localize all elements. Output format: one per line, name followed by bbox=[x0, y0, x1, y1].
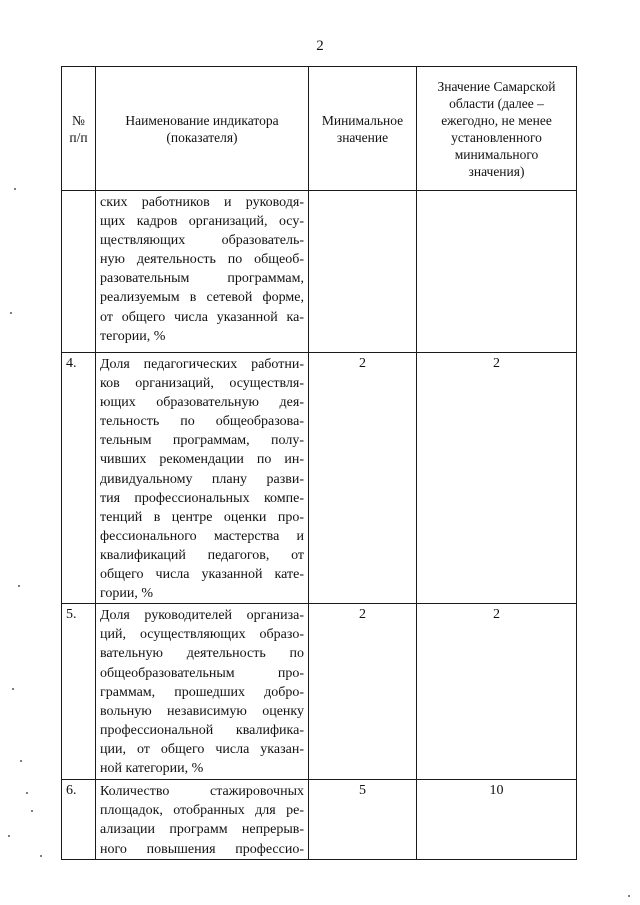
text-line: ществляющих образователь- bbox=[100, 233, 304, 249]
row-4-num: 4. bbox=[62, 353, 96, 604]
text-line: ций, осуществляющих образо- bbox=[100, 627, 304, 643]
page-number: 2 bbox=[316, 38, 324, 54]
scan-speck bbox=[26, 792, 28, 794]
row-4-name bbox=[96, 353, 309, 604]
text-line: ции, от общего числа указан- bbox=[100, 741, 304, 757]
text-line: тия профессиональных компе- bbox=[100, 490, 304, 506]
text-line: дивидуальному плану разви- bbox=[100, 471, 304, 487]
text-line: реализуемым в сетевой форме, bbox=[100, 290, 304, 306]
text-line: гории, % bbox=[100, 586, 154, 602]
text-line: ских работников и руководя- bbox=[100, 195, 304, 210]
text-line: тельность по общеобразова- bbox=[100, 414, 304, 430]
header-min-label: Минимальное значение bbox=[321, 112, 404, 145]
table-header-row bbox=[62, 67, 577, 191]
indicators-table bbox=[61, 66, 577, 860]
row-4-value: 2 bbox=[417, 353, 577, 604]
text-line: Доля руководителей организа- bbox=[100, 608, 304, 624]
row-6-name bbox=[96, 780, 309, 859]
header-num bbox=[62, 67, 96, 191]
text-line: фессионального мастерства и bbox=[100, 528, 304, 544]
text-line: профессиональной квалифика- bbox=[100, 722, 304, 738]
text-line: ализации программ непрерыв- bbox=[100, 822, 304, 838]
header-name bbox=[96, 67, 309, 191]
row-cont-num bbox=[62, 191, 96, 353]
text-line: ную деятельность по общеоб- bbox=[100, 252, 304, 268]
text-line: квалификаций педагогов, от bbox=[100, 547, 304, 563]
scan-speck bbox=[14, 188, 16, 190]
row-5-value: 2 bbox=[417, 604, 577, 780]
header-num-label: № п/п bbox=[69, 112, 88, 145]
text-line: Количество стажировочных bbox=[100, 784, 304, 800]
table-row-5 bbox=[62, 604, 577, 780]
header-value-label: Значение Самарской области (далее – ежегодно, не менее установленного минимального значения) bbox=[437, 78, 556, 179]
header-min bbox=[309, 67, 417, 191]
scan-speck bbox=[18, 585, 20, 587]
text-line: Доля педагогических работни- bbox=[100, 357, 304, 372]
text-line: ющих образовательную дея- bbox=[100, 395, 304, 411]
text-line: вательную деятельность по bbox=[100, 646, 304, 662]
row-cont-name bbox=[96, 191, 309, 353]
scan-speck bbox=[31, 810, 33, 812]
text-line: вольную независимую оценку bbox=[100, 703, 304, 719]
text-line: чивших рекомендации по ин- bbox=[100, 452, 304, 468]
text-line: ков организаций, осуществля- bbox=[100, 376, 304, 392]
row-cont-min bbox=[309, 191, 417, 353]
text-line: граммам, прошедших добро- bbox=[100, 684, 304, 700]
scan-speck bbox=[12, 688, 14, 690]
text-line: разовательным программам, bbox=[100, 271, 304, 287]
scan-speck bbox=[8, 835, 10, 837]
table-row-4 bbox=[62, 353, 577, 604]
table-row-6 bbox=[62, 780, 577, 859]
text-line: общего числа указанной кате- bbox=[100, 567, 304, 583]
row-6-value: 10 bbox=[417, 780, 577, 859]
scan-speck bbox=[40, 855, 42, 857]
row-5-name bbox=[96, 604, 309, 780]
header-name-label: Наименование индикатора (показателя) bbox=[125, 112, 279, 145]
row-5-num: 5. bbox=[62, 604, 96, 780]
row-6-num: 6. bbox=[62, 780, 96, 859]
text-line: тельным программам, полу- bbox=[100, 433, 304, 449]
text-line: щих кадров организаций, осу- bbox=[100, 214, 304, 230]
table-row-continuation bbox=[62, 191, 577, 353]
text-line: от общего числа указанной ка- bbox=[100, 309, 304, 325]
row-cont-value bbox=[417, 191, 577, 353]
row-4-min: 2 bbox=[309, 353, 417, 604]
text-line: тегории, % bbox=[100, 328, 166, 344]
text-line: ной категории, % bbox=[100, 760, 204, 776]
row-6-min: 5 bbox=[309, 780, 417, 859]
scan-speck bbox=[20, 760, 22, 762]
scan-speck bbox=[10, 312, 12, 314]
text-line: ного повышения профессио- bbox=[100, 841, 304, 857]
text-line: общеобразовательным про- bbox=[100, 665, 304, 681]
scan-speck bbox=[628, 895, 630, 897]
row-5-min: 2 bbox=[309, 604, 417, 780]
text-line: площадок, отобранных для ре- bbox=[100, 803, 304, 819]
header-value bbox=[417, 67, 577, 191]
text-line: тенций в центре оценки про- bbox=[100, 509, 304, 525]
